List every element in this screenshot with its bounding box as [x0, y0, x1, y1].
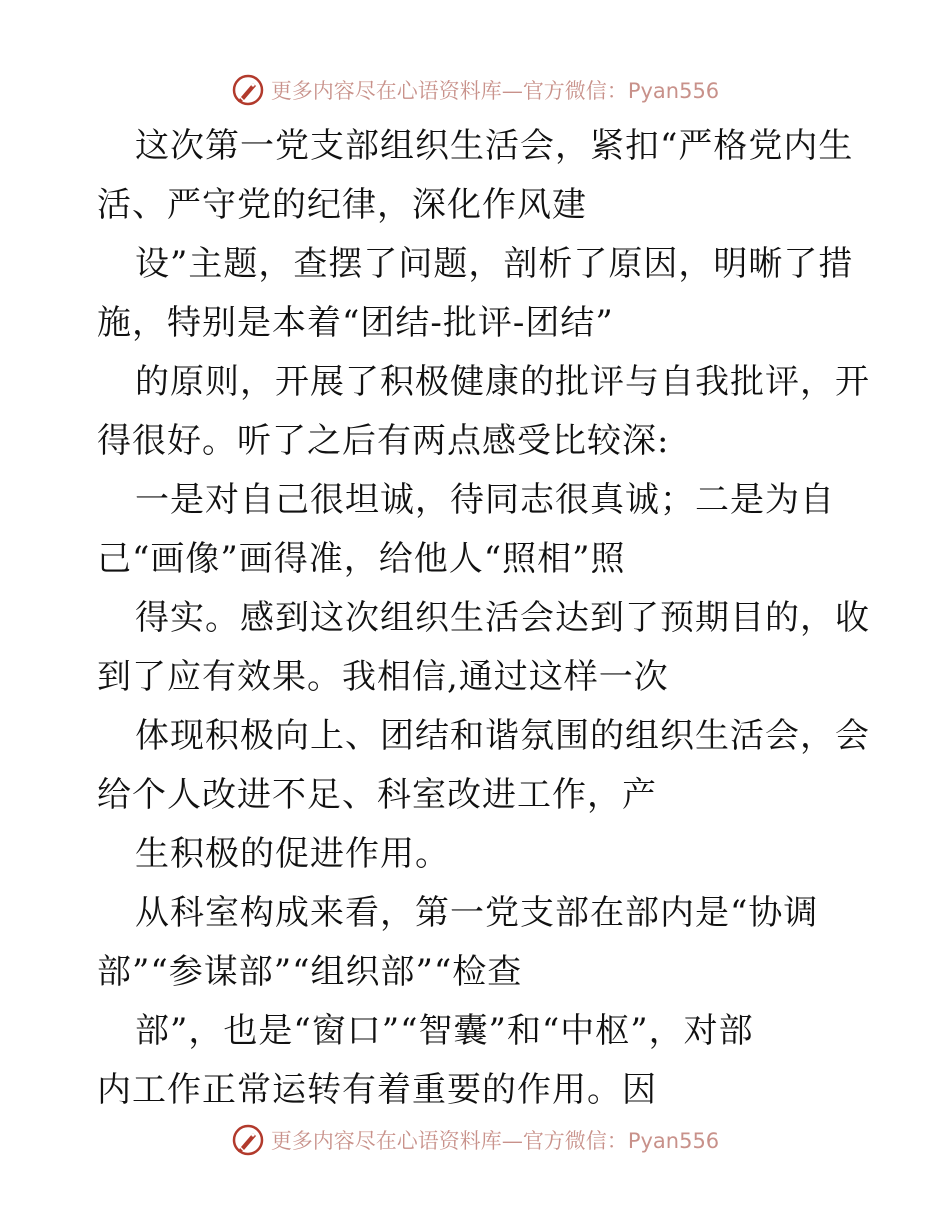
paragraph-line: 内工作正常运转有着重要的作用。因 — [97, 1070, 657, 1110]
paragraph-line: 生积极的促进作用。 — [135, 834, 450, 874]
paragraph-line: 部”“参谋部”“组织部”“检查 — [97, 952, 523, 992]
paragraph-line: 部”，也是“窗口”“智囊”和“中枢”，对部 — [135, 1011, 754, 1051]
paragraph-line: 给个人改进不足、科室改进工作，产 — [97, 775, 657, 815]
paragraph-line: 从科室构成来看，第一党支部在部内是“协调 — [135, 893, 819, 933]
paragraph-line: 到了应有效果。我相信,通过这样一次 — [97, 657, 669, 697]
pen-nib-logo-icon — [231, 73, 265, 107]
paragraph-line: 的原则，开展了积极健康的批评与自我批评，开 — [135, 362, 870, 402]
paragraph-line: 这次第一党支部组织生活会，紧扣“严格党内生 — [135, 126, 854, 166]
pen-nib-logo-icon — [231, 1123, 265, 1157]
paragraph-line: 施，特别是本着“团结-批评-团结” — [97, 303, 614, 343]
paragraph-line: 一是对自己很坦诚，待同志很真诚；二是为自 — [135, 480, 835, 520]
paragraph-line: 己“画像”画得准，给他人“照相”照 — [97, 539, 626, 579]
paragraph-line: 设”主题，查摆了问题，剖析了原因，明晰了措 — [135, 244, 854, 284]
header-watermark — [0, 70, 950, 110]
paragraph-line: 活、严守党的纪律，深化作风建 — [97, 185, 587, 225]
paragraph-line: 得很好。听了之后有两点感受比较深: — [97, 421, 670, 461]
footer-watermark — [0, 1120, 950, 1160]
watermark-text: 更多内容尽在心语资料库—官方微信：Pyan556 — [270, 1129, 720, 1153]
watermark-text: 更多内容尽在心语资料库—官方微信：Pyan556 — [270, 79, 720, 103]
paragraph-line: 体现积极向上、团结和谐氛围的组织生活会，会 — [135, 716, 870, 756]
paragraph-line: 得实。感到这次组织生活会达到了预期目的，收 — [135, 598, 870, 638]
